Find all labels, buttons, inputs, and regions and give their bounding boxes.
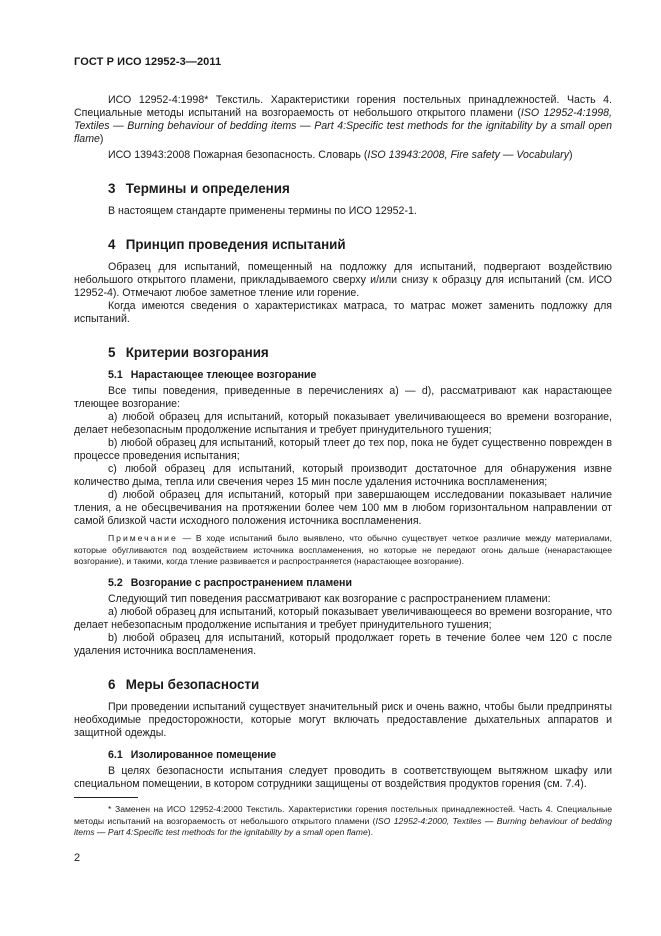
section-heading: 4 Принцип проведения испытаний	[108, 237, 346, 252]
section-heading: 5 Критерии возгорания	[108, 345, 269, 360]
normative-reference: ИСО 13943:2008 Пожарная безопасность. Словарь (ISO 13943:2008, Fire safety — Vocabulary)	[108, 149, 573, 161]
subsection-heading: 5.2 Возгорание с распространением пламени	[108, 576, 352, 589]
paragraph: В настоящем стандарте применены термины по ИСО 12952-1.	[108, 205, 417, 217]
list-item: c) любой образец для испытаний, который производит достаточное для обнаружения извне количество дыма, тепла или свечения через 15 мин после удаления источника воспламенения;	[74, 463, 612, 488]
list-item: b) любой образец для испытаний, который тлеет до тех пор, пока не будет существенно поврежден в процессе проведения испытания;	[74, 437, 612, 462]
footnote-separator	[74, 797, 138, 798]
paragraph: В целях безопасности испытания следует проводить в соответствующем вытяжном шкафу или специальном помещении, в котором сотрудники защищены от воздействия продуктов горения (см. 7.4).	[74, 764, 612, 790]
paragraph: Образец для испытаний, помещенный на подложку для испытаний, подвергают воздействию небольшого открытого пламени, прикладываемого сверху и/или снизу к образцу для испытаний (см. ИСО 12952-4). Отмечают любое заметное тление или горение.	[74, 261, 612, 299]
note: Примечание — В ходе испытаний было выявлено, что обычно существует четкое различие между материалами, которые обугливаются под воздействием источника воспламенения, но которые не передают огонь дальше (ненарастающее возгорание), и такими, когда тление развивается и распространяется (нарастающее возгорание).	[74, 533, 612, 566]
list-item: a) любой образец для испытаний, который показывает увеличивающееся во времени возгорание, что делает небезопасным продолжение испытания и требует принудительного тушения;	[74, 605, 612, 631]
paragraph: Все типы поведения, приведенные в перечислениях а) — d), рассматривают как нарастающее тлеющее возгорание:	[74, 385, 612, 410]
list-item: d) любой образец для испытаний, который при завершающем исследовании показывает наличие тления, а не обесцвечивания на протяжении более чем 100 мм в любом горизонтальном направлении от самой близкой части исходного положения источника воспламенения.	[74, 489, 612, 527]
section-heading: 6 Меры безопасности	[108, 676, 260, 692]
list-item: a) любой образец для испытаний, который показывает увеличивающееся во времени возгорание, делает небезопасным продолжение испытания и требует принудительного тушения;	[74, 411, 612, 436]
subsection-heading: 6.1 Изолированное помещение	[108, 748, 277, 761]
document-header: ГОСТ Р ИСО 12952-3—2011	[74, 56, 222, 68]
subsection-heading: 5.1 Нарастающее тлеющее возгорание	[108, 369, 317, 381]
section-heading: 3 Термины и определения	[108, 181, 290, 196]
footnote: * Заменен на ИСО 12952-4:2000 Текстиль. Характеристики горения постельных принадлежностей. Часть 4. Специальные методы испытаний на возгораемость от небольшого открытого пламени (ISO 12952-4:2000, Textiles — Burning behaviour of bedding items — Part 4:Specific test methods for the ignitability by a small open flame).	[74, 804, 612, 837]
paragraph: При проведении испытаний существует значительный риск и очень важно, чтобы были предприняты необходимые предосторожности, которые могут включать предоставление дыхательных аппаратов и защитной одежды.	[74, 700, 612, 739]
document-body	[74, 94, 612, 791]
page-number: 2	[74, 852, 81, 864]
paragraph: Когда имеются сведения о характеристиках матраса, то матрас может заменить подложку для испытаний.	[74, 300, 612, 325]
normative-reference: ИСО 12952-4:1998* Текстиль. Характеристики горения постельных принадлежностей. Часть 4. Специальные методы испытаний на возгораемость от небольшого открытого пламени (ISO 12952-4:1998, Textiles — Burning behaviour of bedding items — Part 4:Specific test methods for the ignitability by a small open flame)	[74, 94, 612, 145]
paragraph: Следующий тип поведения рассматривают как возгорание с распространением пламени:	[108, 592, 551, 605]
list-item: b) любой образец для испытаний, который продолжает гореть в течение более чем 120 с после удаления источника воспламенения.	[74, 631, 612, 657]
